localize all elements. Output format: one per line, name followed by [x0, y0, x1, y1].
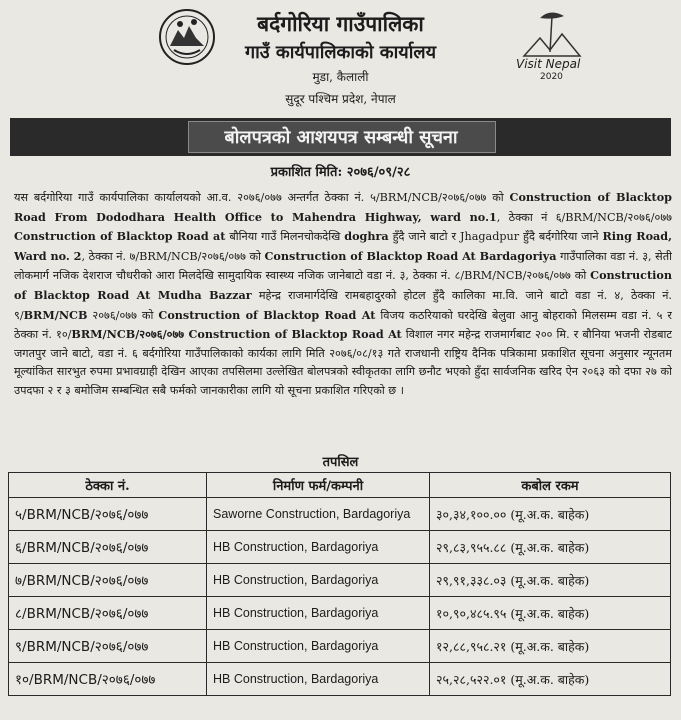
amount-cell: २९,८३,९५५.८८ (मू.अ.क. बाहेक) [430, 531, 671, 564]
org-name: बर्दगोरिया गाउँपालिका [257, 11, 424, 36]
body-text-6: गाउँपालिका वडा नं. ३, सेती लोकमार्ग नजिक देशराज चौधरीको आरा मिलदेखि सामुदायिक स्वास्थ्य नजिक जानेबाटो वडा नं. ३, ठेक्का नं. ८/BRM/NCB/२०७६/०७७ को [14, 249, 672, 283]
amount-cell: ३०,३४,१००.०० (मू.अ.क. बाहेक) [430, 498, 671, 531]
body-text-4: हुँदै जाने बाटो र Jhagadpur हुँदै बर्दगोरिया जाने [388, 230, 603, 244]
table-header-row [9, 473, 671, 498]
body-text-8: २०७६/०७७ को [87, 308, 159, 322]
table-row [9, 663, 671, 696]
body-bold-7: BRM/NCB [23, 307, 88, 322]
contract-no-cell: ५/BRM/NCB/२०७६/०७७ [9, 498, 207, 531]
firm-cell: HB Construction, Bardagoriya [207, 564, 430, 597]
body-bold-3: doghra [344, 229, 389, 244]
bid-table [8, 472, 671, 696]
firm-cell: HB Construction, Bardagoriya [207, 531, 430, 564]
table-row [9, 597, 671, 630]
col-header-firm: निर्माण फर्म/कम्पनी [207, 473, 430, 498]
table-row [9, 564, 671, 597]
firm-cell: Saworne Construction, Bardagoriya [207, 498, 430, 531]
amount-cell: २५,२८,५२२.०१ (मू.अ.क. बाहेक) [430, 663, 671, 696]
table-row [9, 630, 671, 663]
address-line-1: मुडा, कैलाली [312, 70, 369, 84]
notice-title: बोलपत्रको आशयपत्र सम्बन्धी सूचना [224, 127, 458, 148]
table-row [9, 498, 671, 531]
body-text-7: महेन्द्र राजमार्गदेखि रामबहादुरको होटल हुँदै कालिका मा.वि. जाने बाटो वडा नं. ४, ठेक्का नं. ९/ [14, 288, 672, 322]
contract-no-cell: ६/BRM/NCB/२०७६/०७७ [9, 531, 207, 564]
body-bold-2: Construction of Blacktop Road at [14, 229, 226, 244]
body-text-2: , ठेक्का नं ६/BRM/NCB/२०७६/०७७ [496, 210, 672, 224]
contract-no-cell: ७/BRM/NCB/२०७६/०७७ [9, 564, 207, 597]
body-text-9: विजय कठरियाको घरदेखि बेलुवा आनु बोहराको मिलसम्म वडा नं. ५ र ठेक्का नं. १०/ [14, 308, 672, 342]
body-bold-8: Construction of Blacktop Road At [158, 307, 376, 322]
amount-cell: १०,९०,४८५.९५ (मू.अ.क. बाहेक) [430, 597, 671, 630]
body-text-10: विशाल नगर महेन्द्र राजमार्गबाट २०० मि. र बौनिया भजनी रोडबाट जगतपुर जाने बाटो, वडा नं. ६ बर्दगोरिया गाउँपालिकाको कार्यका लागि मिति २०७६/०८/१३ गते राजधानी राष्ट्रिय दैनिक पत्रिकामा प्रकाशित सूचना अनुसार न्यूनतम मूल्यांकित सारभुत रुपमा प्रभावग्राही देखिन आएका तपसिलमा उल्लेखित बोलपत्रको स्वीकृतका लागि छनौट भएको हुँदा सार्वजनिक खरिद ऐन २०६३ को दफा २७ को उपदफा २ र ३ बमोजिम सम्बन्धित सबै फर्मको जानकारीका लागि यो सूचना प्रकाशित गरिएको छ । [14, 328, 672, 397]
amount-cell: १२,८८,९५८.२१ (मू.अ.क. बाहेक) [430, 630, 671, 663]
visit-nepal-text: Visit Nepal [516, 57, 581, 71]
address-line-2: सुदूर पश्चिम प्रदेश, नेपाल [285, 92, 396, 106]
body-bold-5: Construction of Blacktop Road At Bardagoriya [264, 248, 557, 263]
body-bold-1: Construction of Blacktop Road From Dododhara Health Office to Mahendra Highway, ward no.1 [14, 190, 672, 224]
body-bold-9: BRM/NCB/२०७६/०७७ Construction of Blacktop Road At [71, 327, 402, 342]
col-header-amount: कबोल रकम [430, 473, 671, 498]
contract-no-cell: ९/BRM/NCB/२०७६/०७७ [9, 630, 207, 663]
body-bold-4: Ring Road, Ward no. 2 [14, 229, 672, 263]
body-text-3: बौनिया गाउँ मिलनचोकदेखि [225, 230, 345, 244]
firm-cell: HB Construction, Bardagoriya [207, 630, 430, 663]
office-name: गाउँ कार्यपालिकाको कार्यालय [244, 42, 437, 63]
contract-no-cell: ८/BRM/NCB/२०७६/०७७ [9, 597, 207, 630]
body-bold-6: Construction of Blacktop Road At Mudha Bazzar [14, 268, 672, 302]
notice-body [14, 188, 672, 450]
amount-cell: २९,९१,३३८.०३ (मू.अ.क. बाहेक) [430, 564, 671, 597]
table-row [9, 531, 671, 564]
body-text-5: , ठेक्का नं. ७/BRM/NCB/२०७६/०७७ को [81, 249, 265, 263]
body-text-1: यस बर्दगोरिया गाउँ कार्यपालिका कार्यालयको आ.व. २०७६/०७७ अन्तर्गत ठेक्का नं. ५/BRM/NCB/२०७६/०७७ को [14, 191, 510, 204]
col-header-contract-no: ठेक्का नं. [9, 473, 207, 498]
notice-header [0, 0, 681, 118]
firm-cell: HB Construction, Bardagoriya [207, 663, 430, 696]
published-date: प्रकाशित मिति: २०७६/०९/२८ [270, 165, 411, 180]
contract-no-cell: १०/BRM/NCB/२०७६/०७७ [9, 663, 207, 696]
visit-nepal-year: 2020 [540, 72, 563, 82]
firm-cell: HB Construction, Bardagoriya [207, 597, 430, 630]
schedule-title: तपसिल [322, 455, 359, 470]
